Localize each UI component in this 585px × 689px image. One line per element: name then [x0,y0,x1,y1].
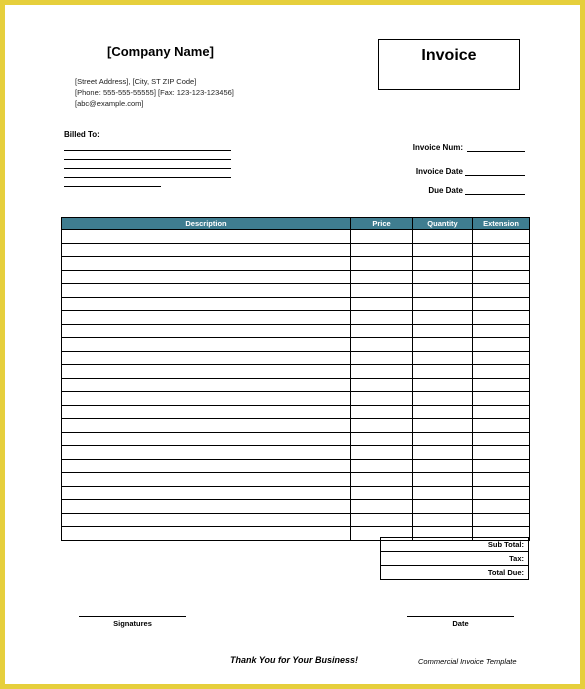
quantity-cell[interactable] [413,324,473,338]
price-cell[interactable] [351,284,413,298]
subtotal-label: Sub Total: [381,538,529,552]
table-row [62,351,530,365]
description-cell[interactable] [62,297,351,311]
billed-to-line-1[interactable] [64,150,231,151]
description-cell[interactable] [62,513,351,527]
signatures-label: Signatures [113,619,152,628]
price-cell[interactable] [351,378,413,392]
extension-cell[interactable] [473,324,530,338]
description-cell[interactable] [62,365,351,379]
quantity-cell[interactable] [413,270,473,284]
quantity-cell[interactable] [413,297,473,311]
company-name: [Company Name] [107,44,214,59]
price-cell[interactable] [351,392,413,406]
quantity-cell[interactable] [413,311,473,325]
table-row [62,446,530,460]
quantity-cell[interactable] [413,338,473,352]
extension-cell[interactable] [473,419,530,433]
signature-line[interactable] [79,616,186,617]
table-row [62,473,530,487]
extension-cell[interactable] [473,486,530,500]
extension-cell[interactable] [473,351,530,365]
extension-cell[interactable] [473,473,530,487]
billed-to-label: Billed To: [64,130,100,139]
quantity-cell[interactable] [413,459,473,473]
price-cell[interactable] [351,311,413,325]
total-due-row [381,566,529,580]
description-cell[interactable] [62,351,351,365]
template-name: Commercial Invoice Template [418,657,517,666]
price-cell[interactable] [351,432,413,446]
table-row [62,432,530,446]
price-cell[interactable] [351,500,413,514]
description-cell[interactable] [62,459,351,473]
billed-to-line-2[interactable] [64,159,231,160]
extension-cell[interactable] [473,365,530,379]
extension-cell[interactable] [473,405,530,419]
col-header-extension: Extension [473,218,530,230]
price-cell[interactable] [351,338,413,352]
quantity-cell[interactable] [413,446,473,460]
quantity-cell[interactable] [413,257,473,271]
quantity-cell[interactable] [413,500,473,514]
quantity-cell[interactable] [413,284,473,298]
table-row [62,297,530,311]
description-cell[interactable] [62,324,351,338]
price-cell[interactable] [351,257,413,271]
quantity-cell[interactable] [413,392,473,406]
table-row [62,392,530,406]
table-row [62,243,530,257]
table-row [62,270,530,284]
billed-to-line-3[interactable] [64,168,231,169]
extension-cell[interactable] [473,270,530,284]
company-contact: [Phone: 555-555-55555] [Fax: 123-123-123456] [75,88,234,97]
invoice-date-label: Invoice Date [415,167,463,176]
total-due-label: Total Due: [381,566,529,580]
extension-cell[interactable] [473,230,530,244]
description-cell[interactable] [62,473,351,487]
quantity-cell[interactable] [413,419,473,433]
quantity-cell[interactable] [413,405,473,419]
description-cell[interactable] [62,230,351,244]
col-header-price: Price [351,218,413,230]
table-row [62,365,530,379]
description-cell[interactable] [62,486,351,500]
totals-table [380,537,529,580]
description-cell[interactable] [62,500,351,514]
table-row [62,338,530,352]
extension-cell[interactable] [473,257,530,271]
col-header-quantity: Quantity [413,218,473,230]
quantity-cell[interactable] [413,351,473,365]
col-header-description: Description [62,218,351,230]
due-date-field[interactable] [465,194,525,195]
table-row [62,500,530,514]
quantity-cell[interactable] [413,513,473,527]
extension-cell[interactable] [473,311,530,325]
description-cell[interactable] [62,270,351,284]
table-row [62,311,530,325]
table-row [62,513,530,527]
price-cell[interactable] [351,486,413,500]
table-row [62,284,530,298]
price-cell[interactable] [351,324,413,338]
extension-cell[interactable] [473,500,530,514]
extension-cell[interactable] [473,513,530,527]
price-cell[interactable] [351,459,413,473]
tax-row [381,552,529,566]
description-cell[interactable] [62,527,351,541]
quantity-cell[interactable] [413,473,473,487]
extension-cell[interactable] [473,297,530,311]
description-cell[interactable] [62,446,351,460]
price-cell[interactable] [351,297,413,311]
price-cell[interactable] [351,230,413,244]
extension-cell[interactable] [473,446,530,460]
price-cell[interactable] [351,513,413,527]
description-cell[interactable] [62,432,351,446]
table-row [62,459,530,473]
quantity-cell[interactable] [413,432,473,446]
description-cell[interactable] [62,419,351,433]
invoice-title-box [378,39,520,90]
invoice-title: Invoice [421,47,477,64]
table-row [62,324,530,338]
date-label: Date [452,619,469,628]
invoice-number-field[interactable] [467,151,525,152]
extension-cell[interactable] [473,432,530,446]
quantity-cell[interactable] [413,243,473,257]
extension-cell[interactable] [473,243,530,257]
description-cell[interactable] [62,405,351,419]
company-address: [Street Address], [City, ST ZIP Code] [75,77,197,86]
tax-label: Tax: [381,552,529,566]
company-email: [abc@example.com] [75,99,144,108]
billed-to-line-5[interactable] [64,186,161,187]
due-date-label: Due Date [428,186,463,195]
description-cell[interactable] [62,243,351,257]
table-row [62,257,530,271]
extension-cell[interactable] [473,338,530,352]
quantity-cell[interactable] [413,486,473,500]
extension-cell[interactable] [473,392,530,406]
description-cell[interactable] [62,378,351,392]
price-cell[interactable] [351,351,413,365]
table-row [62,486,530,500]
price-cell[interactable] [351,419,413,433]
description-cell[interactable] [62,392,351,406]
extension-cell[interactable] [473,378,530,392]
table-row [62,230,530,244]
description-cell[interactable] [62,311,351,325]
price-cell[interactable] [351,405,413,419]
quantity-cell[interactable] [413,230,473,244]
thank-you-note: Thank You for Your Business! [230,655,359,665]
quantity-cell[interactable] [413,378,473,392]
extension-cell[interactable] [473,459,530,473]
description-cell[interactable] [62,284,351,298]
billed-to-line-4[interactable] [64,177,231,178]
extension-cell[interactable] [473,284,530,298]
subtotal-row [381,538,529,552]
price-cell[interactable] [351,365,413,379]
items-table [61,217,530,541]
price-cell[interactable] [351,446,413,460]
date-line[interactable] [407,616,514,617]
invoice-number-label: Invoice Num: [412,143,463,152]
invoice-date-field[interactable] [465,175,525,176]
quantity-cell[interactable] [413,365,473,379]
price-cell[interactable] [351,473,413,487]
table-row [62,419,530,433]
items-header-row [62,218,530,230]
description-cell[interactable] [62,338,351,352]
price-cell[interactable] [351,243,413,257]
price-cell[interactable] [351,270,413,284]
table-row [62,405,530,419]
table-row [62,378,530,392]
description-cell[interactable] [62,257,351,271]
